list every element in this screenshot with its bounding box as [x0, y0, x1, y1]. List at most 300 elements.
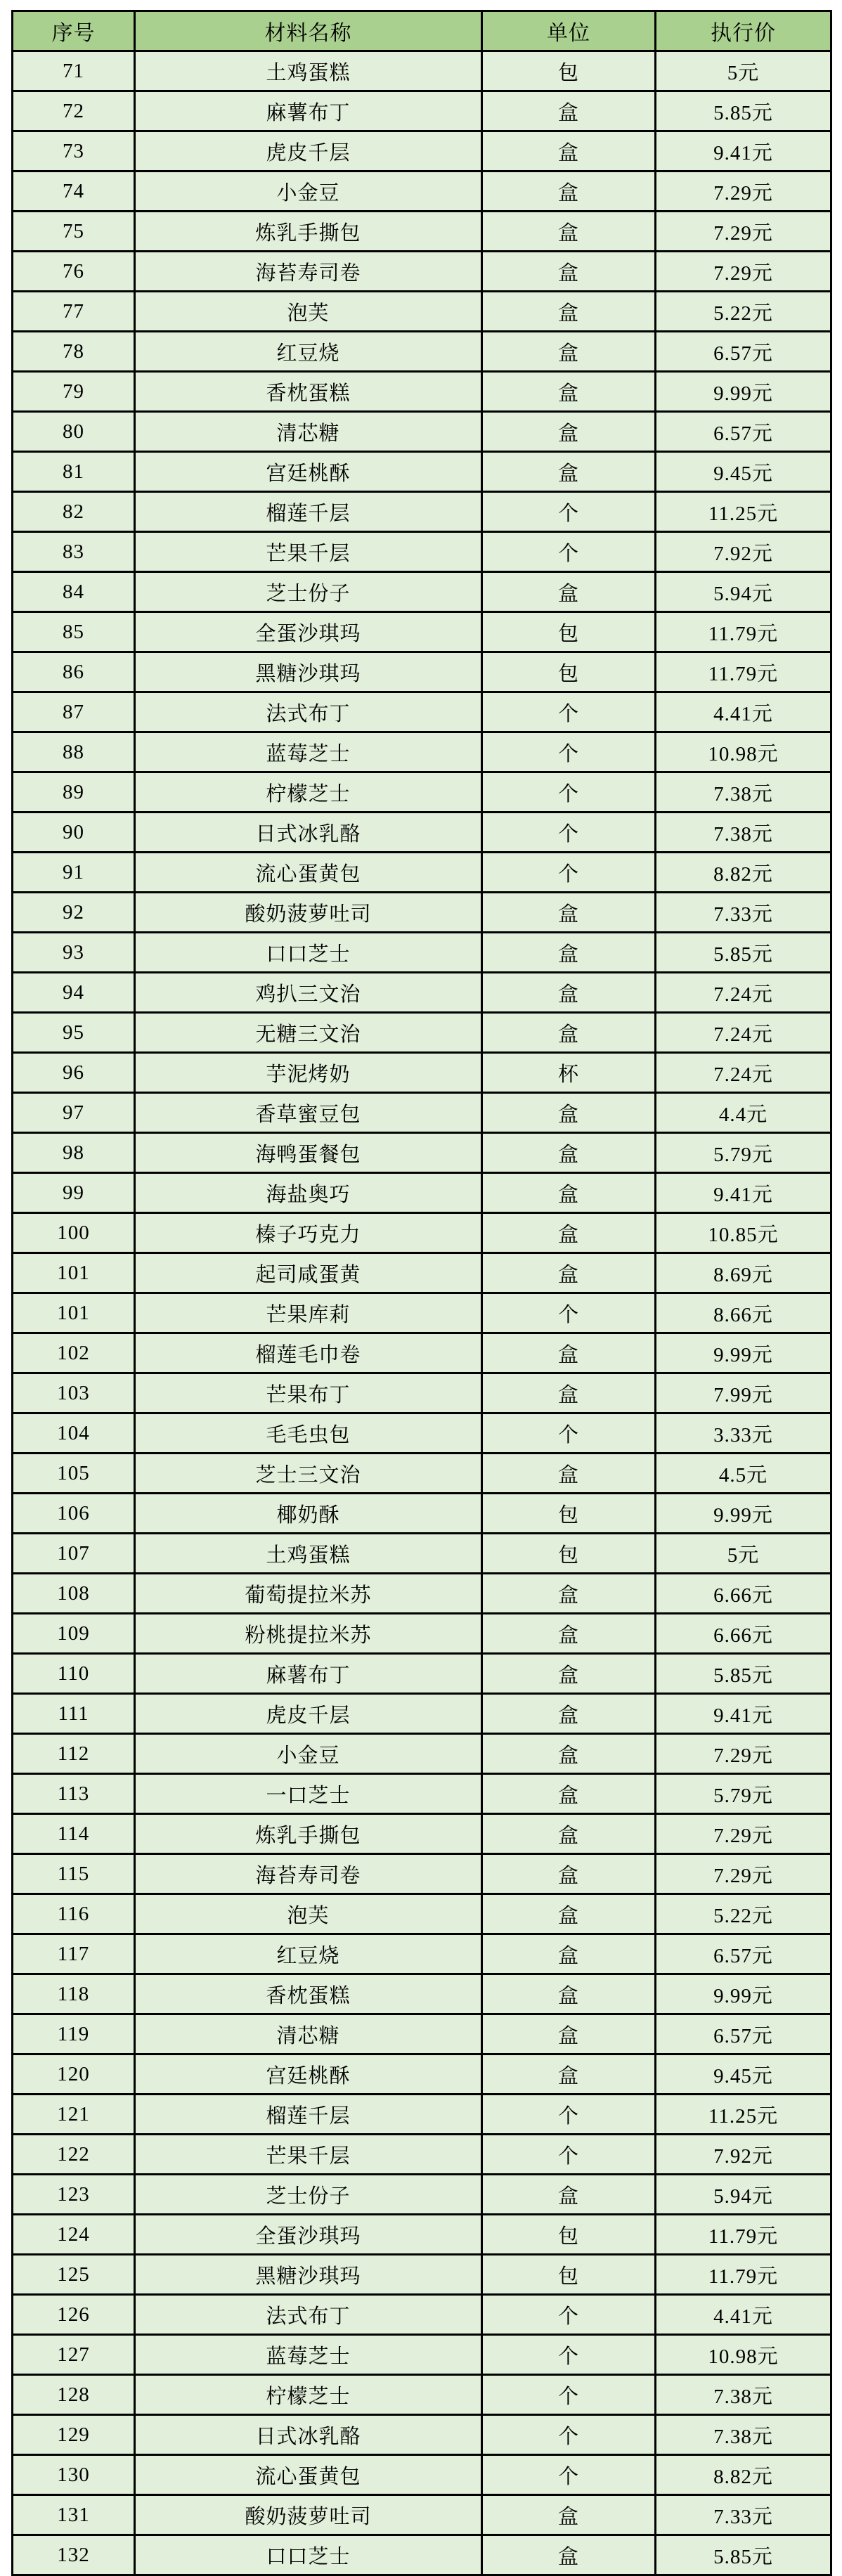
- cell-name: 海盐奥巧: [135, 1173, 482, 1213]
- cell-name: 芒果千层: [135, 532, 482, 572]
- table-row: [13, 1574, 831, 1614]
- cell-name: 酸奶菠萝吐司: [135, 2495, 482, 2535]
- cell-unit: 个: [482, 2335, 656, 2375]
- cell-name: 虎皮千层: [135, 131, 482, 171]
- table-row: [13, 1333, 831, 1373]
- cell-name: 芒果库莉: [135, 1293, 482, 1333]
- cell-price: 9.99元: [656, 1494, 831, 1534]
- cell-price: 10.98元: [656, 2335, 831, 2375]
- cell-unit: 盒: [482, 1574, 656, 1614]
- cell-price: 9.41元: [656, 1694, 831, 1734]
- cell-price: 7.38元: [656, 813, 831, 853]
- cell-unit: 盒: [482, 1614, 656, 1654]
- cell-unit: 个: [482, 1413, 656, 1454]
- cell-no: 116: [13, 1894, 135, 1934]
- cell-price: 7.92元: [656, 532, 831, 572]
- cell-no: 102: [13, 1333, 135, 1373]
- cell-name: 清芯糖: [135, 2014, 482, 2054]
- cell-name: 芝士三文治: [135, 1454, 482, 1494]
- cell-name: 宫廷桃酥: [135, 452, 482, 492]
- cell-price: 5.85元: [656, 933, 831, 973]
- table-row: [13, 933, 831, 973]
- table-row: [13, 973, 831, 1013]
- cell-price: 9.99元: [656, 1974, 831, 2014]
- cell-name: 酸奶菠萝吐司: [135, 893, 482, 933]
- cell-price: 6.66元: [656, 1574, 831, 1614]
- cell-price: 5.79元: [656, 1133, 831, 1173]
- cell-name: 香枕蛋糕: [135, 372, 482, 412]
- cell-unit: 盒: [482, 1854, 656, 1894]
- cell-no: 115: [13, 1854, 135, 1894]
- cell-unit: 盒: [482, 893, 656, 933]
- cell-no: 96: [13, 1053, 135, 1093]
- table-row: [13, 492, 831, 532]
- cell-no: 118: [13, 1974, 135, 2014]
- cell-no: 101: [13, 1293, 135, 1333]
- table-row: [13, 2135, 831, 2175]
- cell-no: 76: [13, 252, 135, 292]
- table-row: [13, 452, 831, 492]
- cell-no: 126: [13, 2295, 135, 2335]
- cell-price: 11.79元: [656, 2255, 831, 2295]
- cell-name: 榛子巧克力: [135, 1213, 482, 1253]
- cell-unit: 盒: [482, 1654, 656, 1694]
- cell-name: 土鸡蛋糕: [135, 51, 482, 91]
- table-row: [13, 1614, 831, 1654]
- cell-price: 5.85元: [656, 91, 831, 131]
- cell-no: 94: [13, 973, 135, 1013]
- table-row: [13, 51, 831, 91]
- cell-name: 鸡扒三文治: [135, 973, 482, 1013]
- cell-name: 起司咸蛋黄: [135, 1253, 482, 1293]
- table-row: [13, 853, 831, 893]
- cell-unit: 盒: [482, 1253, 656, 1293]
- cell-unit: 包: [482, 2255, 656, 2295]
- cell-price: 7.99元: [656, 1373, 831, 1413]
- cell-name: 海鸭蛋餐包: [135, 1133, 482, 1173]
- cell-name: 全蛋沙琪玛: [135, 2215, 482, 2255]
- cell-price: 10.85元: [656, 1213, 831, 1253]
- cell-name: 粉桃提拉米苏: [135, 1614, 482, 1654]
- cell-unit: 盒: [482, 332, 656, 372]
- cell-unit: 包: [482, 652, 656, 692]
- header-cell-name: 材料名称: [135, 11, 482, 51]
- cell-name: 一口芝士: [135, 1774, 482, 1814]
- cell-unit: 个: [482, 853, 656, 893]
- table-row: [13, 171, 831, 212]
- table-row: [13, 91, 831, 131]
- cell-price: 5.85元: [656, 1654, 831, 1694]
- cell-price: 11.79元: [656, 652, 831, 692]
- cell-unit: 盒: [482, 212, 656, 252]
- cell-no: 84: [13, 572, 135, 612]
- table-row: [13, 2215, 831, 2255]
- table-row: [13, 1213, 831, 1253]
- cell-name: 柠檬芝士: [135, 772, 482, 813]
- table-row: [13, 412, 831, 452]
- cell-price: 4.5元: [656, 1454, 831, 1494]
- cell-no: 92: [13, 893, 135, 933]
- table-row: [13, 612, 831, 652]
- cell-unit: 盒: [482, 1213, 656, 1253]
- cell-unit: 个: [482, 813, 656, 853]
- cell-name: 芋泥烤奶: [135, 1053, 482, 1093]
- cell-no: 89: [13, 772, 135, 813]
- cell-name: 蓝莓芝士: [135, 732, 482, 772]
- cell-unit: 盒: [482, 252, 656, 292]
- table-row: [13, 532, 831, 572]
- cell-name: 虎皮千层: [135, 1694, 482, 1734]
- cell-name: 黑糖沙琪玛: [135, 2255, 482, 2295]
- cell-price: 7.29元: [656, 1854, 831, 1894]
- cell-unit: 盒: [482, 1894, 656, 1934]
- cell-unit: 盒: [482, 973, 656, 1013]
- cell-name: 无糖三文治: [135, 1013, 482, 1053]
- cell-price: 5.94元: [656, 572, 831, 612]
- cell-price: 11.25元: [656, 492, 831, 532]
- cell-name: 法式布丁: [135, 692, 482, 732]
- cell-no: 95: [13, 1013, 135, 1053]
- table-row: [13, 2415, 831, 2455]
- table-row: [13, 1854, 831, 1894]
- table-row: [13, 1934, 831, 1974]
- cell-price: 6.57元: [656, 1934, 831, 1974]
- cell-price: 7.24元: [656, 1013, 831, 1053]
- table-row: [13, 2535, 831, 2575]
- cell-no: 125: [13, 2255, 135, 2295]
- table-row: [13, 2495, 831, 2535]
- cell-price: 5.22元: [656, 292, 831, 332]
- cell-unit: 盒: [482, 372, 656, 412]
- cell-unit: 个: [482, 732, 656, 772]
- cell-unit: 盒: [482, 1333, 656, 1373]
- cell-no: 120: [13, 2054, 135, 2095]
- table-row: [13, 1293, 831, 1333]
- cell-price: 8.82元: [656, 853, 831, 893]
- cell-no: 117: [13, 1934, 135, 1974]
- cell-price: 5.22元: [656, 1894, 831, 1934]
- cell-price: 7.29元: [656, 171, 831, 212]
- cell-name: 芝士份子: [135, 2175, 482, 2215]
- cell-unit: 杯: [482, 1053, 656, 1093]
- cell-unit: 盒: [482, 1694, 656, 1734]
- cell-price: 9.45元: [656, 2054, 831, 2095]
- cell-no: 129: [13, 2415, 135, 2455]
- cell-no: 123: [13, 2175, 135, 2215]
- cell-unit: 盒: [482, 2535, 656, 2575]
- cell-unit: 个: [482, 2135, 656, 2175]
- cell-price: 8.82元: [656, 2455, 831, 2495]
- table-row: [13, 1734, 831, 1774]
- cell-no: 110: [13, 1654, 135, 1694]
- cell-price: 5.94元: [656, 2175, 831, 2215]
- table-row: [13, 1694, 831, 1734]
- cell-price: 7.24元: [656, 973, 831, 1013]
- cell-no: 93: [13, 933, 135, 973]
- cell-name: 口口芝士: [135, 933, 482, 973]
- cell-name: 榴莲千层: [135, 492, 482, 532]
- cell-price: 6.66元: [656, 1614, 831, 1654]
- cell-name: 榴莲毛巾卷: [135, 1333, 482, 1373]
- price-table: [11, 10, 832, 2576]
- table-row: [13, 732, 831, 772]
- cell-name: 清芯糖: [135, 412, 482, 452]
- cell-price: 7.33元: [656, 2495, 831, 2535]
- cell-no: 97: [13, 1093, 135, 1133]
- table-row: [13, 1654, 831, 1694]
- cell-unit: 盒: [482, 412, 656, 452]
- table-row: [13, 772, 831, 813]
- cell-unit: 个: [482, 532, 656, 572]
- cell-no: 122: [13, 2135, 135, 2175]
- cell-no: 107: [13, 1534, 135, 1574]
- cell-name: 海苔寿司卷: [135, 252, 482, 292]
- cell-name: 流心蛋黄包: [135, 853, 482, 893]
- cell-no: 98: [13, 1133, 135, 1173]
- cell-no: 119: [13, 2014, 135, 2054]
- cell-name: 香枕蛋糕: [135, 1974, 482, 2014]
- cell-name: 麻薯布丁: [135, 1654, 482, 1694]
- table-row: [13, 813, 831, 853]
- cell-price: 7.29元: [656, 1814, 831, 1854]
- cell-name: 椰奶酥: [135, 1494, 482, 1534]
- cell-no: 87: [13, 692, 135, 732]
- table-row: [13, 2455, 831, 2495]
- table-body: [13, 51, 831, 2575]
- cell-no: 108: [13, 1574, 135, 1614]
- cell-unit: 盒: [482, 2495, 656, 2535]
- table-row: [13, 372, 831, 412]
- cell-price: 7.92元: [656, 2135, 831, 2175]
- cell-unit: 盒: [482, 292, 656, 332]
- header-cell-unit: 单位: [482, 11, 656, 51]
- cell-price: 4.4元: [656, 1093, 831, 1133]
- table-row: [13, 2295, 831, 2335]
- cell-name: 红豆烧: [135, 1934, 482, 1974]
- cell-unit: 包: [482, 1534, 656, 1574]
- cell-price: 8.66元: [656, 1293, 831, 1333]
- cell-unit: 盒: [482, 1133, 656, 1173]
- cell-unit: 盒: [482, 1734, 656, 1774]
- cell-unit: 个: [482, 2455, 656, 2495]
- cell-price: 9.99元: [656, 1333, 831, 1373]
- cell-no: 78: [13, 332, 135, 372]
- cell-price: 4.41元: [656, 692, 831, 732]
- cell-unit: 盒: [482, 1774, 656, 1814]
- table-row: [13, 2375, 831, 2415]
- cell-unit: 盒: [482, 452, 656, 492]
- cell-unit: 个: [482, 1293, 656, 1333]
- cell-price: 5.85元: [656, 2535, 831, 2575]
- cell-unit: 个: [482, 2295, 656, 2335]
- cell-no: 80: [13, 412, 135, 452]
- cell-unit: 个: [482, 772, 656, 813]
- cell-no: 103: [13, 1373, 135, 1413]
- cell-name: 海苔寿司卷: [135, 1854, 482, 1894]
- cell-no: 101: [13, 1253, 135, 1293]
- cell-no: 90: [13, 813, 135, 853]
- cell-name: 口口芝士: [135, 2535, 482, 2575]
- table-row: [13, 1053, 831, 1093]
- cell-no: 86: [13, 652, 135, 692]
- cell-no: 128: [13, 2375, 135, 2415]
- table-row: [13, 2335, 831, 2375]
- cell-unit: 盒: [482, 933, 656, 973]
- cell-unit: 盒: [482, 2054, 656, 2095]
- cell-no: 82: [13, 492, 135, 532]
- cell-no: 105: [13, 1454, 135, 1494]
- cell-name: 黑糖沙琪玛: [135, 652, 482, 692]
- cell-name: 宫廷桃酥: [135, 2054, 482, 2095]
- table-row: [13, 1093, 831, 1133]
- table-row: [13, 332, 831, 372]
- price-table-container: [11, 10, 830, 2576]
- cell-no: 109: [13, 1614, 135, 1654]
- cell-no: 113: [13, 1774, 135, 1814]
- table-row: [13, 1814, 831, 1854]
- cell-name: 葡萄提拉米苏: [135, 1574, 482, 1614]
- table-row: [13, 2095, 831, 2135]
- cell-name: 日式冰乳酪: [135, 813, 482, 853]
- cell-unit: 盒: [482, 1093, 656, 1133]
- table-row: [13, 1894, 831, 1934]
- cell-no: 124: [13, 2215, 135, 2255]
- cell-name: 流心蛋黄包: [135, 2455, 482, 2495]
- cell-unit: 盒: [482, 572, 656, 612]
- cell-price: 5.79元: [656, 1774, 831, 1814]
- cell-no: 85: [13, 612, 135, 652]
- cell-unit: 盒: [482, 1934, 656, 1974]
- cell-price: 7.38元: [656, 772, 831, 813]
- cell-unit: 盒: [482, 171, 656, 212]
- cell-name: 法式布丁: [135, 2295, 482, 2335]
- table-row: [13, 1454, 831, 1494]
- cell-price: 9.99元: [656, 372, 831, 412]
- cell-price: 8.69元: [656, 1253, 831, 1293]
- table-row: [13, 2054, 831, 2095]
- table-row: [13, 1373, 831, 1413]
- cell-name: 蓝莓芝士: [135, 2335, 482, 2375]
- cell-name: 毛毛虫包: [135, 1413, 482, 1454]
- table-row: [13, 893, 831, 933]
- cell-price: 7.24元: [656, 1053, 831, 1093]
- table-row: [13, 131, 831, 171]
- table-row: [13, 1013, 831, 1053]
- cell-no: 72: [13, 91, 135, 131]
- table-row: [13, 1173, 831, 1213]
- header-row: [13, 11, 831, 51]
- cell-name: 小金豆: [135, 1734, 482, 1774]
- cell-no: 99: [13, 1173, 135, 1213]
- table-row: [13, 572, 831, 612]
- cell-price: 7.33元: [656, 893, 831, 933]
- cell-name: 芒果千层: [135, 2135, 482, 2175]
- cell-no: 75: [13, 212, 135, 252]
- table-row: [13, 1534, 831, 1574]
- cell-no: 131: [13, 2495, 135, 2535]
- cell-price: 6.57元: [656, 332, 831, 372]
- cell-name: 柠檬芝士: [135, 2375, 482, 2415]
- cell-name: 芝士份子: [135, 572, 482, 612]
- cell-no: 100: [13, 1213, 135, 1253]
- cell-price: 7.29元: [656, 1734, 831, 1774]
- cell-name: 炼乳手撕包: [135, 212, 482, 252]
- cell-name: 泡芙: [135, 1894, 482, 1934]
- cell-name: 炼乳手撕包: [135, 1814, 482, 1854]
- header-cell-no: 序号: [13, 11, 135, 51]
- cell-price: 5元: [656, 1534, 831, 1574]
- table-row: [13, 292, 831, 332]
- cell-no: 114: [13, 1814, 135, 1854]
- cell-no: 106: [13, 1494, 135, 1534]
- cell-unit: 盒: [482, 2175, 656, 2215]
- cell-unit: 盒: [482, 1814, 656, 1854]
- cell-name: 小金豆: [135, 171, 482, 212]
- cell-unit: 个: [482, 2095, 656, 2135]
- cell-unit: 盒: [482, 91, 656, 131]
- cell-unit: 个: [482, 2375, 656, 2415]
- cell-no: 112: [13, 1734, 135, 1774]
- cell-unit: 包: [482, 612, 656, 652]
- table-row: [13, 652, 831, 692]
- cell-price: 4.41元: [656, 2295, 831, 2335]
- cell-no: 127: [13, 2335, 135, 2375]
- cell-no: 83: [13, 532, 135, 572]
- cell-no: 88: [13, 732, 135, 772]
- cell-unit: 盒: [482, 1454, 656, 1494]
- table-row: [13, 1494, 831, 1534]
- cell-no: 81: [13, 452, 135, 492]
- cell-unit: 盒: [482, 1373, 656, 1413]
- cell-no: 111: [13, 1694, 135, 1734]
- cell-price: 7.29元: [656, 212, 831, 252]
- table-row: [13, 2255, 831, 2295]
- cell-no: 91: [13, 853, 135, 893]
- cell-price: 9.41元: [656, 1173, 831, 1213]
- cell-unit: 盒: [482, 1974, 656, 2014]
- cell-no: 132: [13, 2535, 135, 2575]
- table-row: [13, 1974, 831, 2014]
- cell-no: 74: [13, 171, 135, 212]
- cell-price: 7.38元: [656, 2375, 831, 2415]
- cell-price: 11.25元: [656, 2095, 831, 2135]
- cell-name: 泡芙: [135, 292, 482, 332]
- cell-price: 11.79元: [656, 612, 831, 652]
- cell-price: 7.29元: [656, 252, 831, 292]
- cell-no: 79: [13, 372, 135, 412]
- cell-unit: 包: [482, 2215, 656, 2255]
- cell-name: 麻薯布丁: [135, 91, 482, 131]
- table-row: [13, 1133, 831, 1173]
- cell-no: 73: [13, 131, 135, 171]
- cell-no: 71: [13, 51, 135, 91]
- cell-price: 10.98元: [656, 732, 831, 772]
- cell-no: 130: [13, 2455, 135, 2495]
- table-row: [13, 2014, 831, 2054]
- cell-no: 77: [13, 292, 135, 332]
- cell-price: 11.79元: [656, 2215, 831, 2255]
- cell-unit: 盒: [482, 1013, 656, 1053]
- table-row: [13, 212, 831, 252]
- cell-unit: 盒: [482, 2014, 656, 2054]
- table-row: [13, 692, 831, 732]
- cell-price: 3.33元: [656, 1413, 831, 1454]
- table-row: [13, 1413, 831, 1454]
- cell-unit: 个: [482, 692, 656, 732]
- cell-name: 全蛋沙琪玛: [135, 612, 482, 652]
- cell-unit: 盒: [482, 131, 656, 171]
- cell-unit: 包: [482, 1494, 656, 1534]
